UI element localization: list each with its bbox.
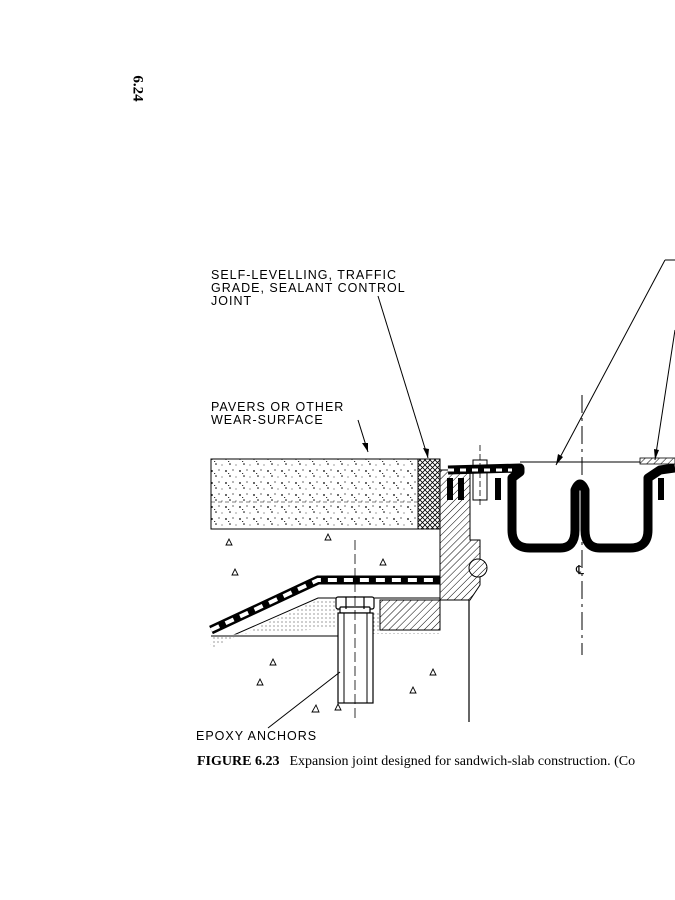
caption-text: Expansion joint designed for sandwich-slab construction. (Co [289, 754, 636, 769]
centerline-symbol: ℄ [576, 563, 586, 577]
label-pavers-line1: PAVERS OR OTHER [211, 400, 345, 414]
pavers-layer [211, 459, 418, 529]
label-sealant-line2: GRADE, SEALANT CONTROL [211, 281, 406, 295]
label-pavers-line2: WEAR-SURFACE [211, 413, 324, 427]
sealant-joint [418, 459, 440, 529]
label-sealant-line3: JOINT [211, 294, 253, 308]
figure-label: FIGURE 6.23 [197, 754, 280, 769]
figure-caption [197, 754, 635, 770]
label-sealant-line1: SELF-LEVELLING, TRAFFIC [211, 268, 398, 282]
label-epoxy-anchors: EPOXY ANCHORS [196, 729, 318, 743]
page-number: 6.24 [129, 75, 146, 102]
